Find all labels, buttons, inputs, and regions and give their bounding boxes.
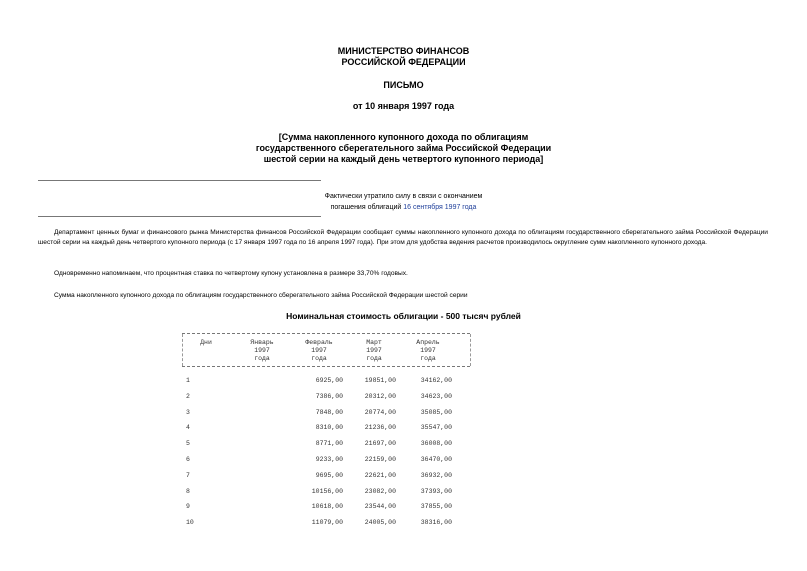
day-cell: 3 xyxy=(186,408,190,416)
table-header-top-rule xyxy=(182,333,470,334)
march-cell: 20312,00 xyxy=(364,392,396,400)
column-header-march: Март 1997 года xyxy=(366,339,382,362)
table-row xyxy=(186,503,466,513)
table-row xyxy=(186,488,466,498)
column-header-february: Февраль 1997 года xyxy=(305,339,333,362)
table-header-bottom-rule xyxy=(182,366,470,367)
ministry-line-1: МИНИСТЕРСТВО ФИНАНСОВ xyxy=(337,46,470,56)
day-cell: 8 xyxy=(186,487,190,495)
march-cell: 21697,00 xyxy=(364,440,396,448)
february-cell: 10156,00 xyxy=(311,487,343,495)
march-cell: 20774,00 xyxy=(364,408,396,416)
document-date: от 10 января 1997 года xyxy=(352,101,455,111)
day-cell: 10 xyxy=(186,519,194,527)
april-cell: 38316,00 xyxy=(420,519,452,527)
april-cell: 35085,00 xyxy=(420,408,452,416)
day-cell: 9 xyxy=(186,503,190,511)
february-cell: 11079,00 xyxy=(311,519,343,527)
april-cell: 35547,00 xyxy=(420,424,452,432)
february-cell: 8771,00 xyxy=(315,440,343,448)
table-row xyxy=(186,424,466,434)
april-cell: 36932,00 xyxy=(420,471,452,479)
table-title: Номинальная стоимость облигации - 500 тысяч рублей xyxy=(286,311,521,321)
table-row xyxy=(186,409,466,419)
february-cell: 9233,00 xyxy=(315,456,343,463)
day-cell: 2 xyxy=(186,392,190,400)
divider-top xyxy=(38,180,321,181)
ministry-heading xyxy=(0,46,807,68)
february-cell: 9695,00 xyxy=(315,471,343,479)
march-cell: 23544,00 xyxy=(364,503,396,511)
body-paragraph-1: Департамент ценных бумаг и финансового рынка Министерства финансов Российской Федерации сообщает суммы накопленного купонного дохода по облигациям государственного сберегательного займа Российской Федерации шестой серии на каждый день четвертого купонного периода (с 17 января 1997 года по 16 апреля 1997 года). При этом для удобства ведения расчетов производилось округление сумм накопленного купонного дохода. xyxy=(38,229,768,246)
subject-line-3: шестой серии на каждый день четвертого купонного периода] xyxy=(263,154,544,164)
april-cell: 34623,00 xyxy=(420,392,452,400)
status-note-line-1: Фактически утратило силу в связи с окончанием xyxy=(324,193,483,200)
document-type: ПИСЬМО xyxy=(383,80,424,90)
february-cell: 7848,00 xyxy=(315,408,343,416)
column-header-april: Апрель 1997 года xyxy=(416,339,440,362)
february-cell: 7386,00 xyxy=(315,392,343,400)
table-row xyxy=(186,472,466,482)
february-cell: 10618,00 xyxy=(311,503,343,511)
february-cell: 8310,00 xyxy=(315,424,343,432)
body-paragraph-2: Одновременно напоминаем, что процентная ставка по четвертому купону установлена в размере 33,70% годовых. xyxy=(54,270,408,277)
table-header xyxy=(182,330,472,370)
subject-line-2: государственного сберегательного займа Российской Федерации xyxy=(255,143,552,153)
status-note-line-2 xyxy=(0,202,807,213)
table-row xyxy=(186,440,466,450)
day-cell: 1 xyxy=(186,377,190,384)
april-cell: 36008,00 xyxy=(420,440,452,448)
february-cell: 6925,00 xyxy=(315,377,343,384)
table-row xyxy=(186,377,466,387)
status-note xyxy=(0,191,807,213)
day-cell: 5 xyxy=(186,440,190,448)
table-header-left-rule xyxy=(182,334,183,366)
status-note-prefix: погашения облигаций xyxy=(330,204,404,211)
march-cell: 22621,00 xyxy=(364,471,396,479)
day-cell: 6 xyxy=(186,456,190,463)
table-header-right-rule xyxy=(470,334,471,366)
ministry-line-2: РОССИЙСКОЙ ФЕДЕРАЦИИ xyxy=(341,57,466,67)
body-paragraph-3: Сумма накопленного купонного дохода по облигациям государственного сберегательного займа Российской Федерации шестой серии xyxy=(54,292,468,299)
table-row xyxy=(186,393,466,403)
column-header-days: Дни xyxy=(200,339,212,346)
march-cell: 21236,00 xyxy=(364,424,396,432)
april-cell: 36470,00 xyxy=(420,456,452,463)
document-subject xyxy=(0,132,807,165)
column-header-january: Январь 1997 года xyxy=(250,339,274,362)
march-cell: 24005,00 xyxy=(364,519,396,527)
table-row xyxy=(186,519,466,529)
day-cell: 7 xyxy=(186,471,190,479)
april-cell: 37855,00 xyxy=(420,503,452,511)
march-cell: 19851,00 xyxy=(364,377,396,384)
day-cell: 4 xyxy=(186,424,190,432)
april-cell: 34162,00 xyxy=(420,377,452,384)
subject-line-1: [Сумма накопленного купонного дохода по облигациям xyxy=(278,132,529,142)
march-cell: 22159,00 xyxy=(364,456,396,463)
divider-bottom xyxy=(38,216,321,217)
march-cell: 23082,00 xyxy=(364,487,396,495)
table-row xyxy=(186,456,466,466)
april-cell: 37393,00 xyxy=(420,487,452,495)
repayment-date-link[interactable]: 16 сентября 1997 года xyxy=(403,204,477,211)
